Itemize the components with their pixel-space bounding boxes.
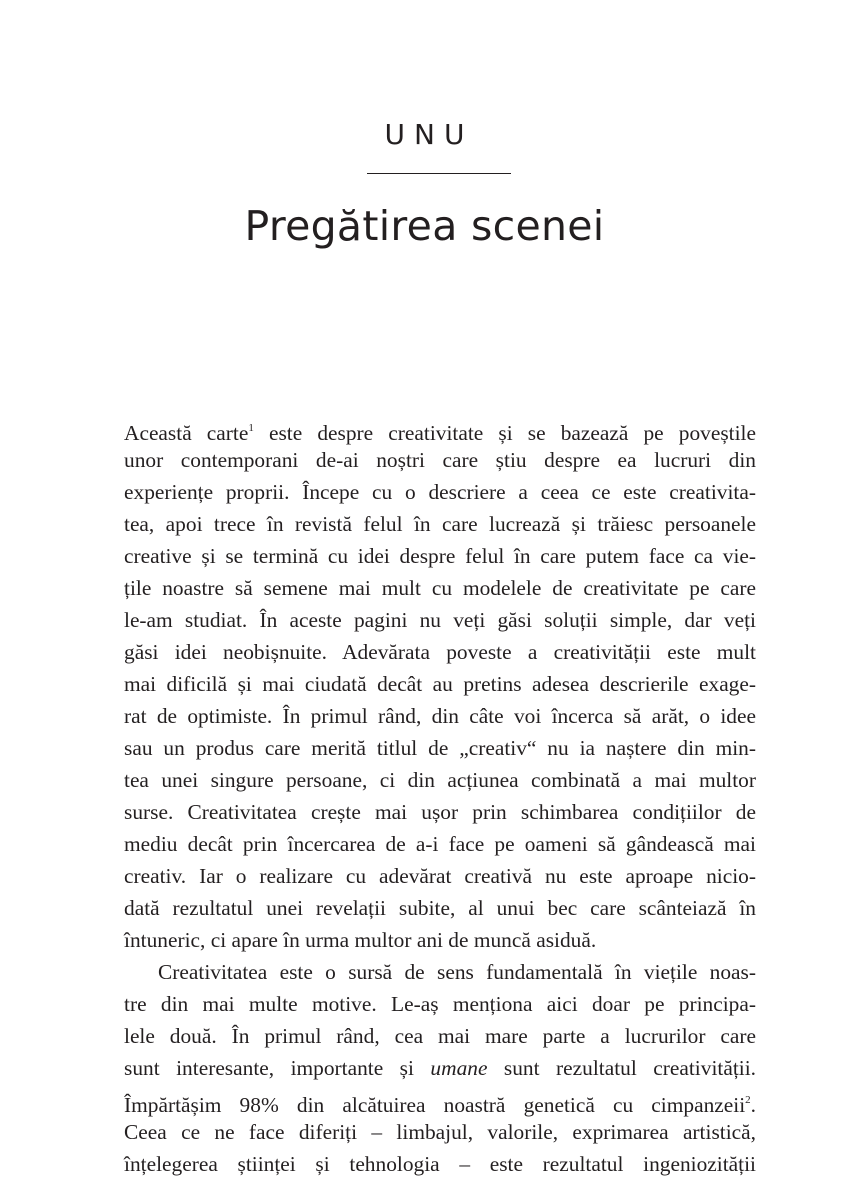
text-segment: tea, apoi trece în revistă felul în care lucrează și trăiesc persoanele (124, 512, 756, 536)
text-line (124, 540, 756, 572)
body-text (124, 412, 756, 1180)
text-line (124, 732, 756, 764)
text-line (124, 1052, 756, 1084)
text-segment: întuneric, ci apare în urma multor ani de muncă asiduă. (124, 928, 597, 952)
text-line (124, 604, 756, 636)
text-segment: Ceea ce ne face diferiți – limbajul, valorile, exprimarea artistică, (124, 1120, 756, 1144)
text-line (124, 956, 756, 988)
text-segment: înțelegerea științei și tehnologia – este rezultatul ingeniozității (124, 1152, 756, 1176)
text-line (124, 892, 756, 924)
text-segment: unor contemporani de-ai noștri care știu despre ea lucruri din (124, 448, 756, 472)
text-segment: surse. Creativitatea crește mai ușor prin schimbarea condițiilor de (124, 800, 756, 824)
text-line (124, 700, 756, 732)
text-line (124, 1148, 756, 1180)
text-segment: găsi idei neobișnuite. Adevărata poveste a creativității este mult (124, 640, 756, 664)
text-segment: mediu decât prin încercarea de a-i face pe oameni să gândească mai (124, 832, 756, 856)
text-segment: este despre creativitate și se bazează pe poveștile (253, 421, 756, 445)
text-segment: mai dificilă și mai ciudată decât au pretins adesea descrierile exage- (124, 672, 756, 696)
text-line (124, 508, 756, 540)
text-line (124, 796, 756, 828)
text-segment: . (750, 1093, 756, 1117)
text-segment: sunt interesante, importante și (124, 1056, 431, 1080)
text-line (124, 764, 756, 796)
text-line (124, 444, 756, 476)
text-line (124, 828, 756, 860)
text-segment: sau un produs care merită titlul de „creativ“ nu ia naștere din min- (124, 736, 756, 760)
text-line (124, 1116, 756, 1148)
text-line (124, 636, 756, 668)
text-segment: experiențe proprii. Începe cu o descriere a ceea ce este creativita- (124, 480, 756, 504)
text-line (124, 1020, 756, 1052)
text-segment: Această carte (124, 421, 249, 445)
footnote-reference[interactable]: 2 (745, 1094, 751, 1106)
footnote-reference[interactable]: 1 (248, 422, 254, 434)
text-segment: sunt rezultatul creativității. (487, 1056, 756, 1080)
text-line (124, 988, 756, 1020)
text-segment: Creativitatea este o sursă de sens fundamentală în viețile noas- (158, 960, 756, 984)
text-segment: creativ. Iar o realizare cu adevărat creativă nu este aproape nicio- (124, 864, 756, 888)
chapter-divider (367, 173, 511, 174)
text-line (124, 412, 756, 444)
text-segment: tre din mai multe motive. Le-aș menționa aici doar pe principa- (124, 992, 756, 1016)
text-line (124, 668, 756, 700)
text-line (124, 572, 756, 604)
text-line (124, 860, 756, 892)
text-line (124, 1084, 756, 1116)
text-segment: tea unei singure persoane, ci din acțiunea combinată a mai multor (124, 768, 756, 792)
text-line (124, 476, 756, 508)
text-segment: creative și se termină cu idei despre felul în care putem face ca vie- (124, 544, 756, 568)
text-segment: lele două. În primul rând, cea mai mare parte a lucrurilor care (124, 1024, 756, 1048)
text-segment: dată rezultatul unei revelații subite, al unui bec care scânteiază în (124, 896, 756, 920)
chapter-number: UNU (384, 118, 474, 151)
text-segment: Împărtășim 98% din alcătuirea noastră genetică cu cimpanzeii (124, 1093, 746, 1117)
text-segment: le-am studiat. În aceste pagini nu veți găsi soluții simple, dar veți (124, 608, 756, 632)
text-line (124, 924, 756, 956)
text-segment: umane (430, 1056, 488, 1080)
text-segment: țile noastre să semene mai mult cu modelele de creativitate pe care (124, 576, 756, 600)
chapter-title: Pregătirea scenei (244, 202, 605, 250)
text-segment: rat de optimiste. În primul rând, din câte voi încerca să arăt, o idee (124, 704, 756, 728)
